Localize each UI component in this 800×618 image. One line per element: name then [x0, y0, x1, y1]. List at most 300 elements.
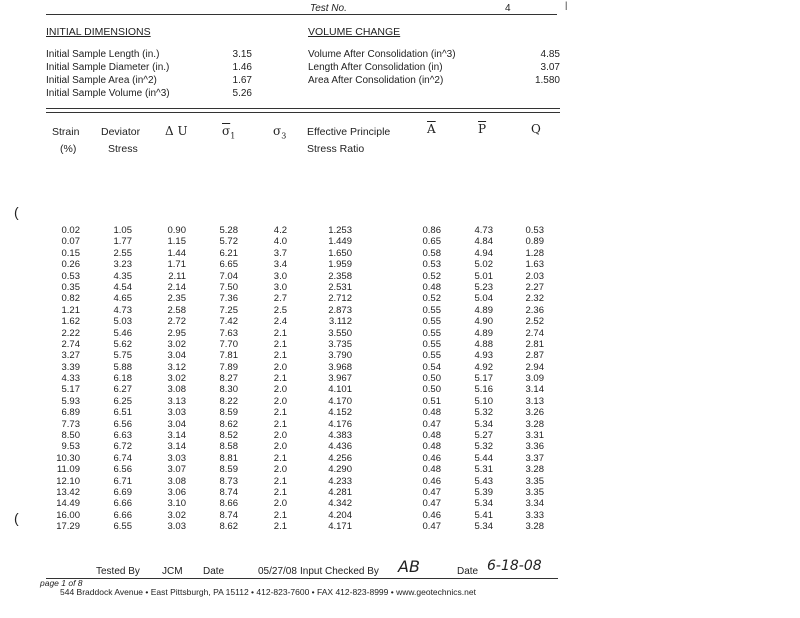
cell-delta-u: 2.95	[167, 327, 186, 339]
cell-deviator-stress: 1.05	[113, 225, 132, 236]
volume-label-2: Area After Consolidation (in^2)	[308, 75, 444, 86]
cell-sigma1: 8.74	[219, 486, 238, 498]
cell-q-param: 0.89	[525, 236, 544, 248]
cell-stress-ratio: 4.204	[328, 509, 352, 521]
cell-p-param: 4.84	[474, 236, 493, 248]
cell-sigma1: 7.42	[219, 316, 238, 328]
checked-date-value: 6-18-08	[487, 558, 542, 574]
cell-q-param: 2.74	[525, 327, 544, 339]
table-row	[0, 259, 560, 270]
cell-strain: 2.22	[61, 327, 80, 339]
cell-stress-ratio: 3.967	[328, 373, 352, 385]
cell-sigma3: 2.1	[273, 350, 287, 362]
cell-q-param: 3.31	[525, 430, 544, 442]
cell-strain: 3.27	[61, 350, 80, 362]
cell-sigma3: 3.0	[273, 270, 287, 282]
cell-deviator-stress: 6.25	[113, 395, 132, 407]
cell-p-param: 5.34	[474, 418, 493, 430]
cell-strain: 1.21	[61, 304, 80, 316]
cell-strain: 8.50	[61, 430, 80, 442]
cell-a-param: 0.51	[422, 395, 441, 407]
volume-value-0: 4.85	[540, 49, 560, 60]
cell-sigma3: 2.1	[273, 452, 287, 464]
cell-delta-u: 3.10	[167, 498, 186, 510]
cell-strain: 14.49	[56, 498, 80, 510]
table-row	[0, 441, 560, 452]
cell-sigma1: 7.50	[219, 281, 238, 293]
table-row	[0, 476, 560, 487]
cell-delta-u: 3.08	[167, 384, 186, 396]
volume-value-1: 3.07	[540, 62, 560, 73]
cell-a-param: 0.86	[422, 225, 441, 236]
cell-a-param: 0.48	[422, 464, 441, 476]
cell-sigma3: 2.0	[273, 498, 287, 510]
cell-stress-ratio: 1.449	[328, 236, 352, 248]
cell-a-param: 0.48	[422, 430, 441, 442]
checked-by-label: Input Checked By	[300, 566, 379, 577]
cell-delta-u: 3.14	[167, 430, 186, 442]
cell-sigma3: 2.1	[273, 327, 287, 339]
col-sigma1	[222, 124, 235, 140]
cell-sigma1: 8.73	[219, 475, 238, 487]
initial-value-2: 1.67	[232, 75, 252, 86]
cell-q-param: 0.53	[525, 225, 544, 236]
cell-delta-u: 3.02	[167, 373, 186, 385]
cell-q-param: 2.32	[525, 293, 544, 305]
cell-stress-ratio: 4.436	[328, 441, 352, 453]
cell-q-param: 2.36	[525, 304, 544, 316]
volume-label-1: Length After Consolidation (in)	[308, 62, 443, 73]
cell-a-param: 0.55	[422, 327, 441, 339]
cell-a-param: 0.58	[422, 247, 441, 259]
initial-dimensions-title: INITIAL DIMENSIONS	[46, 26, 151, 38]
cell-sigma1: 5.72	[219, 236, 238, 248]
cell-stress-ratio: 4.233	[328, 475, 352, 487]
cell-delta-u: 3.04	[167, 418, 186, 430]
cell-a-param: 0.53	[422, 259, 441, 271]
table-row	[0, 282, 560, 293]
cell-delta-u: 3.04	[167, 350, 186, 362]
cell-q-param: 3.34	[525, 498, 544, 510]
cell-stress-ratio: 1.959	[328, 259, 352, 271]
cell-delta-u: 3.02	[167, 509, 186, 521]
cell-sigma1: 7.81	[219, 350, 238, 362]
cell-sigma3: 2.1	[273, 486, 287, 498]
cell-q-param: 2.94	[525, 361, 544, 373]
cell-p-param: 5.27	[474, 430, 493, 442]
cell-p-param: 5.04	[474, 293, 493, 305]
cell-p-param: 4.92	[474, 361, 493, 373]
cell-deviator-stress: 6.56	[113, 418, 132, 430]
cell-deviator-stress: 5.75	[113, 350, 132, 362]
cell-a-param: 0.47	[422, 486, 441, 498]
data-table	[0, 225, 560, 533]
cell-sigma3: 2.1	[273, 521, 287, 533]
cell-delta-u: 2.35	[167, 293, 186, 305]
cell-q-param: 2.03	[525, 270, 544, 282]
cell-a-param: 0.46	[422, 452, 441, 464]
cell-deviator-stress: 2.55	[113, 247, 132, 259]
initial-label-1: Initial Sample Diameter (in.)	[46, 62, 170, 73]
cell-deviator-stress: 1.77	[113, 236, 132, 248]
top-rule	[46, 14, 557, 15]
cell-stress-ratio: 3.968	[328, 361, 352, 373]
tested-date-label: Date	[203, 566, 225, 577]
cell-stress-ratio: 4.170	[328, 395, 352, 407]
cell-strain: 0.02	[61, 225, 80, 236]
table-row	[0, 373, 560, 384]
cell-sigma3: 4.2	[273, 225, 287, 236]
cell-sigma1: 7.04	[219, 270, 238, 282]
cell-sigma3: 2.1	[273, 418, 287, 430]
cell-q-param: 3.33	[525, 509, 544, 521]
col-delta-u: Δ U	[165, 124, 188, 138]
cell-a-param: 0.52	[422, 270, 441, 282]
cell-a-param: 0.50	[422, 384, 441, 396]
cell-p-param: 5.17	[474, 373, 493, 385]
cell-strain: 5.93	[61, 395, 80, 407]
checked-by-signature: AB	[398, 557, 420, 576]
cell-sigma1: 7.25	[219, 304, 238, 316]
table-row	[0, 487, 560, 498]
cell-p-param: 4.90	[474, 316, 493, 328]
cell-deviator-stress: 4.73	[113, 304, 132, 316]
cell-sigma3: 2.0	[273, 441, 287, 453]
cell-strain: 0.07	[61, 236, 80, 248]
cell-deviator-stress: 4.54	[113, 281, 132, 293]
table-row	[0, 248, 560, 259]
table-row	[0, 498, 560, 509]
table-row	[0, 271, 560, 282]
cell-q-param: 3.14	[525, 384, 544, 396]
cell-sigma3: 4.0	[273, 236, 287, 248]
header-rule-1	[46, 108, 560, 109]
cell-sigma1: 8.59	[219, 407, 238, 419]
cell-deviator-stress: 6.55	[113, 521, 132, 533]
cell-deviator-stress: 6.74	[113, 452, 132, 464]
table-row	[0, 293, 560, 304]
table-row	[0, 350, 560, 361]
table-row	[0, 430, 560, 441]
col-deviator: Deviator	[101, 126, 141, 138]
cell-strain: 3.39	[61, 361, 80, 373]
cell-q-param: 3.28	[525, 464, 544, 476]
cell-stress-ratio: 3.735	[328, 338, 352, 350]
col-strain: Strain	[52, 126, 80, 138]
cell-delta-u: 2.14	[167, 281, 186, 293]
volume-value-2: 1.580	[534, 75, 560, 86]
tested-by-label: Tested By	[96, 566, 140, 577]
cell-sigma3: 2.1	[273, 475, 287, 487]
table-row	[0, 236, 560, 247]
cell-stress-ratio: 1.650	[328, 247, 352, 259]
cell-sigma1: 6.21	[219, 247, 238, 259]
cell-sigma1: 8.74	[219, 509, 238, 521]
cell-a-param: 0.47	[422, 418, 441, 430]
cell-sigma3: 2.0	[273, 430, 287, 442]
cell-sigma3: 2.1	[273, 373, 287, 385]
cell-delta-u: 2.72	[167, 316, 186, 328]
cell-a-param: 0.46	[422, 475, 441, 487]
cell-q-param: 3.26	[525, 407, 544, 419]
cell-deviator-stress: 6.56	[113, 464, 132, 476]
cell-strain: 5.17	[61, 384, 80, 396]
cell-strain: 0.15	[61, 247, 80, 259]
table-row	[0, 328, 560, 339]
cell-stress-ratio: 4.256	[328, 452, 352, 464]
cell-a-param: 0.48	[422, 407, 441, 419]
cell-sigma3: 3.7	[273, 247, 287, 259]
cell-deviator-stress: 5.03	[113, 316, 132, 328]
cell-sigma3: 2.0	[273, 361, 287, 373]
cell-p-param: 4.93	[474, 350, 493, 362]
cell-stress-ratio: 2.873	[328, 304, 352, 316]
cell-q-param: 2.81	[525, 338, 544, 350]
table-row	[0, 362, 560, 373]
cell-deviator-stress: 6.51	[113, 407, 132, 419]
sigma1-sub: 1	[230, 131, 236, 141]
cell-sigma3: 2.0	[273, 395, 287, 407]
header-rule-2	[46, 112, 560, 113]
cell-sigma1: 8.81	[219, 452, 238, 464]
table-row	[0, 419, 560, 430]
cell-q-param: 3.37	[525, 452, 544, 464]
cell-stress-ratio: 2.712	[328, 293, 352, 305]
cell-q-param: 3.09	[525, 373, 544, 385]
cell-sigma1: 8.62	[219, 521, 238, 533]
initial-value-0: 3.15	[232, 49, 252, 60]
cell-stress-ratio: 4.152	[328, 407, 352, 419]
cell-deviator-stress: 6.63	[113, 430, 132, 442]
cell-sigma1: 7.70	[219, 338, 238, 350]
cell-p-param: 5.32	[474, 407, 493, 419]
cell-sigma1: 8.30	[219, 384, 238, 396]
page-number: page 1 of 8	[40, 578, 83, 588]
cell-a-param: 0.47	[422, 521, 441, 533]
cell-strain: 1.62	[61, 316, 80, 328]
cell-q-param: 2.52	[525, 316, 544, 328]
cell-p-param: 5.39	[474, 486, 493, 498]
cell-delta-u: 3.06	[167, 486, 186, 498]
cell-delta-u: 3.13	[167, 395, 186, 407]
cell-sigma1: 7.36	[219, 293, 238, 305]
cell-sigma3: 2.7	[273, 293, 287, 305]
company-address: 544 Braddock Avenue • East Pittsburgh, PA 15112 • 412-823-7600 • FAX 412-823-8999 • www.geotechnics.net	[60, 587, 476, 597]
cell-deviator-stress: 6.72	[113, 441, 132, 453]
cell-stress-ratio: 1.253	[328, 225, 352, 236]
cell-p-param: 5.01	[474, 270, 493, 282]
cell-sigma1: 8.59	[219, 464, 238, 476]
cell-p-param: 4.94	[474, 247, 493, 259]
cell-p-param: 5.32	[474, 441, 493, 453]
cell-sigma1: 8.58	[219, 441, 238, 453]
cell-sigma1: 8.52	[219, 430, 238, 442]
cell-p-param: 5.44	[474, 452, 493, 464]
cell-sigma1: 8.62	[219, 418, 238, 430]
cell-sigma1: 8.22	[219, 395, 238, 407]
cell-sigma1: 8.66	[219, 498, 238, 510]
cell-delta-u: 3.03	[167, 407, 186, 419]
cell-q-param: 2.27	[525, 281, 544, 293]
cell-a-param: 0.47	[422, 498, 441, 510]
cell-delta-u: 3.03	[167, 521, 186, 533]
cell-stress-ratio: 4.171	[328, 521, 352, 533]
cell-stress-ratio: 4.176	[328, 418, 352, 430]
cell-p-param: 5.16	[474, 384, 493, 396]
cell-stress-ratio: 3.550	[328, 327, 352, 339]
table-row	[0, 521, 560, 532]
table-row	[0, 225, 560, 236]
cell-sigma1: 6.65	[219, 259, 238, 271]
volume-label-0: Volume After Consolidation (in^3)	[308, 49, 456, 60]
table-row	[0, 464, 560, 475]
cell-strain: 0.26	[61, 259, 80, 271]
cell-a-param: 0.52	[422, 293, 441, 305]
initial-label-0: Initial Sample Length (in.)	[46, 49, 160, 60]
cell-delta-u: 2.58	[167, 304, 186, 316]
col-esr-ratio: Stress Ratio	[307, 143, 365, 155]
punch-mark-bottom: (	[14, 510, 19, 526]
cell-sigma3: 2.1	[273, 338, 287, 350]
margin-mark: |	[565, 0, 568, 10]
table-row	[0, 339, 560, 350]
cell-delta-u: 3.03	[167, 452, 186, 464]
cell-q-param: 3.13	[525, 395, 544, 407]
initial-value-3: 5.26	[232, 88, 252, 99]
cell-delta-u: 3.12	[167, 361, 186, 373]
cell-delta-u: 1.44	[167, 247, 186, 259]
tested-by-value: JCM	[162, 566, 183, 577]
cell-deviator-stress: 6.71	[113, 475, 132, 487]
cell-sigma3: 3.0	[273, 281, 287, 293]
initial-value-1: 1.46	[232, 62, 252, 73]
volume-change-title: VOLUME CHANGE	[308, 26, 401, 38]
cell-sigma3: 2.0	[273, 464, 287, 476]
initial-label-3: Initial Sample Volume (in^3)	[46, 88, 170, 99]
col-q: Q	[531, 122, 541, 136]
cell-delta-u: 2.11	[168, 270, 186, 282]
table-row	[0, 384, 560, 395]
cell-p-param: 4.89	[474, 327, 493, 339]
cell-stress-ratio: 4.290	[328, 464, 352, 476]
cell-delta-u: 3.14	[167, 441, 186, 453]
test-no-label: Test No.	[310, 3, 347, 14]
cell-strain: 6.89	[61, 407, 80, 419]
cell-deviator-stress: 6.66	[113, 509, 132, 521]
cell-stress-ratio: 4.342	[328, 498, 352, 510]
table-row	[0, 510, 560, 521]
cell-delta-u: 1.15	[167, 236, 186, 248]
cell-strain: 2.74	[61, 338, 80, 350]
col-a: $\overline{A}$	[427, 122, 436, 136]
cell-strain: 4.33	[61, 373, 80, 385]
col-p: $\overline{P}$	[478, 122, 487, 136]
footer-rule	[46, 578, 558, 579]
cell-strain: 0.82	[61, 293, 80, 305]
cell-strain: 0.53	[61, 270, 80, 282]
cell-p-param: 5.34	[474, 521, 493, 533]
cell-q-param: 1.28	[525, 247, 544, 259]
punch-mark-top: (	[14, 204, 19, 220]
cell-strain: 0.35	[61, 281, 80, 293]
cell-a-param: 0.65	[422, 236, 441, 248]
cell-a-param: 0.55	[422, 338, 441, 350]
cell-stress-ratio: 4.281	[328, 486, 352, 498]
cell-a-param: 0.48	[422, 441, 441, 453]
cell-sigma3: 2.0	[273, 384, 287, 396]
table-row	[0, 316, 560, 327]
cell-q-param: 3.28	[525, 521, 544, 533]
cell-stress-ratio: 3.112	[328, 316, 352, 328]
cell-stress-ratio: 3.790	[328, 350, 352, 362]
cell-strain: 11.09	[56, 464, 80, 476]
cell-sigma3: 2.1	[273, 509, 287, 521]
tested-date-value: 05/27/08	[258, 566, 297, 577]
cell-strain: 9.53	[61, 441, 80, 453]
cell-p-param: 5.10	[474, 395, 493, 407]
cell-q-param: 3.35	[525, 486, 544, 498]
cell-deviator-stress: 6.27	[113, 384, 132, 396]
cell-a-param: 0.55	[422, 316, 441, 328]
checked-date-label: Date	[457, 566, 479, 577]
cell-sigma1: 7.63	[219, 327, 238, 339]
table-row	[0, 396, 560, 407]
cell-deviator-stress: 6.69	[113, 486, 132, 498]
cell-a-param: 0.46	[422, 509, 441, 521]
cell-sigma3: 2.1	[273, 407, 287, 419]
cell-delta-u: 3.08	[167, 475, 186, 487]
initial-label-2: Initial Sample Area (in^2)	[46, 75, 157, 86]
cell-q-param: 3.35	[525, 475, 544, 487]
cell-delta-u: 3.07	[167, 464, 186, 476]
cell-q-param: 3.36	[525, 441, 544, 453]
cell-stress-ratio: 2.531	[328, 281, 352, 293]
col-esr: Effective Principle	[307, 126, 391, 138]
col-sigma3	[273, 124, 286, 140]
cell-q-param: 3.28	[525, 418, 544, 430]
cell-strain: 16.00	[56, 509, 80, 521]
cell-strain: 13.42	[56, 486, 80, 498]
cell-p-param: 4.89	[474, 304, 493, 316]
cell-p-param: 5.02	[474, 259, 493, 271]
table-row	[0, 407, 560, 418]
cell-sigma3: 2.4	[273, 316, 287, 328]
cell-q-param: 1.63	[525, 259, 544, 271]
cell-p-param: 5.23	[474, 281, 493, 293]
cell-sigma3: 3.4	[273, 259, 287, 271]
cell-stress-ratio: 4.101	[328, 384, 352, 396]
cell-deviator-stress: 5.46	[113, 327, 132, 339]
cell-stress-ratio: 2.358	[328, 270, 352, 282]
cell-p-param: 5.34	[474, 498, 493, 510]
cell-strain: 12.10	[56, 475, 80, 487]
cell-p-param: 4.73	[474, 225, 493, 236]
cell-deviator-stress: 3.23	[113, 259, 132, 271]
cell-p-param: 4.88	[474, 338, 493, 350]
cell-strain: 10.30	[56, 452, 80, 464]
cell-deviator-stress: 5.88	[113, 361, 132, 373]
col-deviator-stress: Stress	[108, 143, 138, 155]
cell-deviator-stress: 4.35	[113, 270, 132, 282]
cell-deviator-stress: 6.18	[113, 373, 132, 385]
col-strain-unit: (%)	[60, 143, 77, 155]
cell-deviator-stress: 5.62	[113, 338, 132, 350]
cell-sigma1: 7.89	[219, 361, 238, 373]
cell-strain: 17.29	[56, 521, 80, 533]
cell-p-param: 5.41	[474, 509, 493, 521]
sigma3-sub: 3	[281, 131, 287, 141]
cell-delta-u: 1.71	[167, 259, 186, 271]
